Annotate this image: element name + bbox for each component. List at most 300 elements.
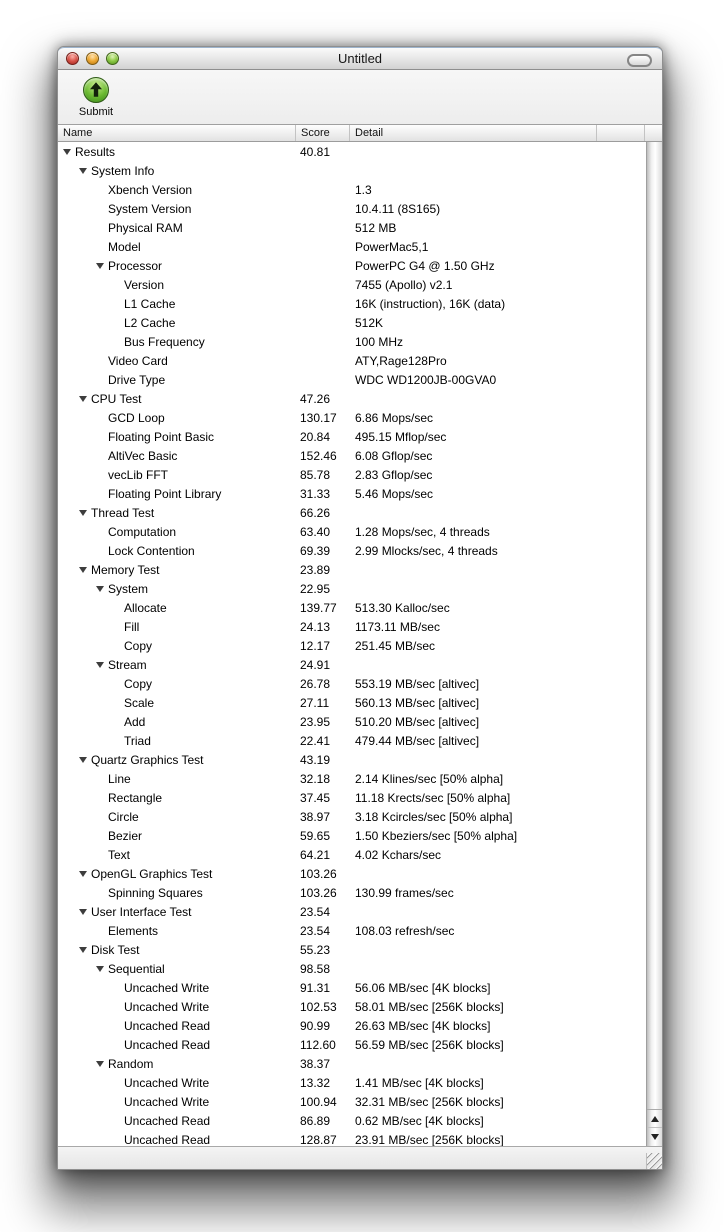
row-name-cell — [58, 181, 296, 200]
table-row[interactable] — [58, 960, 646, 979]
table-row[interactable] — [58, 143, 646, 162]
row-score: 40.81 — [300, 145, 331, 159]
row-detail: 1.50 Kbeziers/sec [50% alpha] — [355, 829, 518, 843]
row-name: Xbench Version — [108, 183, 193, 197]
table-row[interactable] — [58, 485, 646, 504]
disclosure-triangle-icon[interactable] — [96, 966, 104, 972]
table-row[interactable] — [58, 865, 646, 884]
row-score: 20.84 — [300, 430, 331, 444]
row-score: 103.26 — [300, 867, 337, 881]
disclosure-triangle-icon[interactable] — [79, 909, 87, 915]
table-row[interactable] — [58, 504, 646, 523]
row-detail: 479.44 MB/sec [altivec] — [355, 734, 480, 748]
row-detail: 510.20 MB/sec [altivec] — [355, 715, 480, 729]
column-header-blank[interactable] — [597, 125, 645, 141]
row-detail: 2.99 Mlocks/sec, 4 threads — [355, 544, 498, 558]
row-detail: 16K (instruction), 16K (data) — [355, 297, 506, 311]
row-name: Lock Contention — [108, 544, 195, 558]
row-detail — [350, 903, 646, 922]
row-detail: 4.02 Kchars/sec — [355, 848, 442, 862]
row-detail: PowerMac5,1 — [355, 240, 429, 254]
row-name: Physical RAM — [108, 221, 183, 235]
table-row[interactable] — [58, 466, 646, 485]
row-name-cell — [58, 599, 296, 618]
row-detail: 495.15 Mflop/sec — [355, 430, 447, 444]
row-detail: 56.06 MB/sec [4K blocks] — [355, 981, 491, 995]
table-row[interactable] — [58, 390, 646, 409]
row-name: Computation — [108, 525, 177, 539]
row-score: 59.65 — [300, 829, 331, 843]
row-name-cell — [58, 1112, 296, 1131]
table-row[interactable] — [58, 770, 646, 789]
disclosure-triangle-icon[interactable] — [79, 510, 87, 516]
row-name-cell — [58, 675, 296, 694]
table-body-wrap — [58, 142, 662, 1146]
table-row[interactable] — [58, 656, 646, 675]
row-name: Uncached Write — [124, 1095, 210, 1109]
table-body — [58, 143, 646, 1146]
row-name-cell — [58, 732, 296, 751]
row-name: Uncached Read — [124, 1133, 211, 1146]
table-row[interactable] — [58, 751, 646, 770]
row-score: 38.37 — [300, 1057, 331, 1071]
row-name-cell — [58, 637, 296, 656]
row-score — [296, 371, 350, 390]
row-score — [296, 162, 350, 181]
row-name-cell — [58, 884, 296, 903]
row-detail: 1.28 Mops/sec, 4 threads — [355, 525, 490, 539]
scroll-up-button[interactable] — [647, 1110, 662, 1127]
row-score — [296, 333, 350, 352]
row-score: 63.40 — [300, 525, 331, 539]
row-name: Video Card — [108, 354, 168, 368]
row-detail: 512 MB — [355, 221, 397, 235]
arrow-down-icon — [651, 1134, 659, 1140]
row-score: 152.46 — [300, 449, 337, 463]
row-detail: 2.14 Klines/sec [50% alpha] — [355, 772, 504, 786]
row-detail: 7455 (Apollo) v2.1 — [355, 278, 453, 292]
row-detail: 23.91 MB/sec [256K blocks] — [355, 1133, 504, 1146]
row-name: Uncached Read — [124, 1114, 211, 1128]
row-score: 23.54 — [300, 924, 331, 938]
scroll-down-button[interactable] — [647, 1127, 662, 1145]
row-score: 24.91 — [300, 658, 331, 672]
row-name-cell — [58, 998, 296, 1017]
row-name-cell — [58, 200, 296, 219]
row-score: 103.26 — [300, 886, 337, 900]
submit-button[interactable] — [70, 77, 122, 118]
row-name: Memory Test — [91, 563, 160, 577]
table-header — [58, 124, 662, 142]
row-name-cell — [58, 770, 296, 789]
disclosure-triangle-icon[interactable] — [79, 871, 87, 877]
row-name: Quartz Graphics Test — [91, 753, 204, 767]
row-detail: 1.3 — [355, 183, 372, 197]
row-score — [296, 314, 350, 333]
row-detail — [350, 1055, 646, 1074]
row-detail — [350, 561, 646, 580]
vertical-scrollbar[interactable] — [646, 142, 662, 1146]
row-detail: 1173.11 MB/sec — [355, 620, 440, 634]
table-row[interactable] — [58, 561, 646, 580]
row-name-cell — [58, 485, 296, 504]
row-name: Disk Test — [91, 943, 140, 957]
row-detail: 251.45 MB/sec — [355, 639, 436, 653]
row-detail — [350, 656, 646, 675]
table-row[interactable] — [58, 884, 646, 903]
table-row[interactable] — [58, 713, 646, 732]
table-row[interactable] — [58, 637, 646, 656]
row-detail: 11.18 Krects/sec [50% alpha] — [355, 791, 511, 805]
row-detail: ATY,Rage128Pro — [355, 354, 447, 368]
table-row[interactable] — [58, 789, 646, 808]
row-name: Fill — [124, 620, 140, 634]
row-score: 22.95 — [300, 582, 331, 596]
row-detail: 512K — [355, 316, 384, 330]
row-name: L2 Cache — [124, 316, 176, 330]
row-name-cell — [58, 713, 296, 732]
row-score — [296, 238, 350, 257]
row-name-cell — [58, 143, 296, 162]
row-name-cell — [58, 846, 296, 865]
row-name: Processor — [108, 259, 163, 273]
row-score: 91.31 — [300, 981, 331, 995]
table-row[interactable] — [58, 846, 646, 865]
row-name-cell — [58, 542, 296, 561]
table-row[interactable] — [58, 618, 646, 637]
row-name: System Version — [108, 202, 192, 216]
table-row[interactable] — [58, 903, 646, 922]
row-name-cell — [58, 352, 296, 371]
row-name: Uncached Write — [124, 1000, 210, 1014]
row-name: User Interface Test — [91, 905, 192, 919]
row-name-cell — [58, 808, 296, 827]
row-name: Scale — [124, 696, 155, 710]
row-score: 85.78 — [300, 468, 331, 482]
table-row[interactable] — [58, 523, 646, 542]
row-name: Floating Point Library — [108, 487, 222, 501]
row-detail: 1.41 MB/sec [4K blocks] — [355, 1076, 484, 1090]
row-name-cell — [58, 390, 296, 409]
row-detail: 130.99 frames/sec — [355, 886, 454, 900]
row-score: 112.60 — [300, 1038, 336, 1052]
row-name: Stream — [108, 658, 147, 672]
row-name-cell — [58, 561, 296, 580]
row-score: 130.17 — [300, 411, 337, 425]
row-name: Add — [124, 715, 146, 729]
row-score: 66.26 — [300, 506, 331, 520]
disclosure-triangle-icon[interactable] — [79, 947, 87, 953]
table-row[interactable] — [58, 580, 646, 599]
row-detail: 100 MHz — [355, 335, 404, 349]
row-detail — [350, 960, 646, 979]
row-name-cell — [58, 238, 296, 257]
row-detail: 560.13 MB/sec [altivec] — [355, 696, 480, 710]
toolbar-toggle-button[interactable] — [627, 54, 652, 67]
row-score — [296, 352, 350, 371]
row-detail — [350, 941, 646, 960]
table-row[interactable] — [58, 181, 646, 200]
row-score: 64.21 — [300, 848, 331, 862]
table-row[interactable] — [58, 922, 646, 941]
column-header-detail[interactable]: Detail — [350, 125, 597, 141]
row-name: Triad — [124, 734, 151, 748]
row-name: Uncached Write — [124, 981, 210, 995]
row-detail: 108.03 refresh/sec — [355, 924, 455, 938]
table-row[interactable] — [58, 238, 646, 257]
table-row[interactable] — [58, 428, 646, 447]
row-score: 55.23 — [300, 943, 331, 957]
row-score — [296, 276, 350, 295]
row-score: 100.94 — [300, 1095, 337, 1109]
row-detail: WDC WD1200JB-00GVA0 — [355, 373, 497, 387]
window-bottom-bar — [58, 1146, 662, 1169]
row-detail: 56.59 MB/sec [256K blocks] — [355, 1038, 504, 1052]
row-detail — [350, 162, 646, 181]
table-row[interactable] — [58, 314, 646, 333]
disclosure-triangle-icon[interactable] — [79, 396, 87, 402]
table-row[interactable] — [58, 1017, 646, 1036]
row-name-cell — [58, 409, 296, 428]
row-name: Text — [108, 848, 131, 862]
row-score — [296, 257, 350, 276]
disclosure-triangle-icon[interactable] — [79, 567, 87, 573]
row-name: GCD Loop — [108, 411, 165, 425]
row-score: 13.32 — [300, 1076, 331, 1090]
table-row[interactable] — [58, 998, 646, 1017]
table-row[interactable] — [58, 162, 646, 181]
table-row[interactable] — [58, 219, 646, 238]
table-row[interactable] — [58, 1112, 646, 1131]
row-name-cell — [58, 1131, 296, 1146]
row-name-cell — [58, 428, 296, 447]
row-score: 102.53 — [300, 1000, 337, 1014]
row-name: Floating Point Basic — [108, 430, 215, 444]
row-name-cell — [58, 447, 296, 466]
table-row[interactable] — [58, 276, 646, 295]
row-name: Uncached Write — [124, 1076, 210, 1090]
table-row[interactable] — [58, 827, 646, 846]
row-detail: 6.86 Mops/sec — [355, 411, 434, 425]
row-name: Bezier — [108, 829, 143, 843]
table-row[interactable] — [58, 808, 646, 827]
table-row[interactable] — [58, 1036, 646, 1055]
row-name: System Info — [91, 164, 155, 178]
row-name: Line — [108, 772, 131, 786]
row-name-cell — [58, 162, 296, 181]
disclosure-triangle-icon[interactable] — [96, 263, 104, 269]
row-name: Thread Test — [91, 506, 155, 520]
row-score: 90.99 — [300, 1019, 331, 1033]
table-row[interactable] — [58, 295, 646, 314]
arrow-up-icon — [651, 1116, 659, 1122]
row-name-cell — [58, 960, 296, 979]
row-name: Uncached Read — [124, 1019, 211, 1033]
row-score: 86.89 — [300, 1114, 331, 1128]
row-score: 23.95 — [300, 715, 331, 729]
row-detail — [350, 865, 646, 884]
table-row[interactable] — [58, 200, 646, 219]
scrollbar-buttons — [647, 1109, 662, 1146]
window-title: Untitled — [337, 51, 383, 66]
table-row[interactable] — [58, 1093, 646, 1112]
row-detail: 513.30 Kalloc/sec — [355, 601, 450, 615]
row-score — [296, 181, 350, 200]
table-row[interactable] — [58, 371, 646, 390]
row-score: 47.26 — [300, 392, 331, 406]
disclosure-triangle-icon[interactable] — [96, 1061, 104, 1067]
row-detail: 0.62 MB/sec [4K blocks] — [355, 1114, 484, 1128]
row-name-cell — [58, 276, 296, 295]
row-name-cell — [58, 1093, 296, 1112]
row-detail — [350, 390, 646, 409]
row-score: 37.45 — [300, 791, 331, 805]
row-score — [296, 200, 350, 219]
table-row[interactable] — [58, 447, 646, 466]
row-score: 23.89 — [300, 563, 331, 577]
row-detail: 10.4.11 (8S165) — [355, 202, 441, 216]
row-name: Copy — [124, 639, 153, 653]
row-name-cell — [58, 466, 296, 485]
table-row[interactable] — [58, 409, 646, 428]
row-name-cell — [58, 523, 296, 542]
row-name: Copy — [124, 677, 153, 691]
row-name-cell — [58, 827, 296, 846]
row-detail — [350, 751, 646, 770]
table-row[interactable] — [58, 257, 646, 276]
table-row[interactable] — [58, 352, 646, 371]
row-name: Bus Frequency — [124, 335, 205, 349]
row-score: 98.58 — [300, 962, 331, 976]
row-score: 26.78 — [300, 677, 331, 691]
row-name: Random — [108, 1057, 154, 1071]
row-name-cell — [58, 295, 296, 314]
row-name: Spinning Squares — [108, 886, 203, 900]
row-score: 69.39 — [300, 544, 331, 558]
row-name: Rectangle — [108, 791, 163, 805]
table-row[interactable] — [58, 1074, 646, 1093]
toolbar — [58, 70, 662, 124]
row-name-cell — [58, 371, 296, 390]
row-score — [296, 295, 350, 314]
table-row[interactable] — [58, 542, 646, 561]
row-detail: 5.46 Mops/sec — [355, 487, 434, 501]
row-name-cell — [58, 789, 296, 808]
row-score: 38.97 — [300, 810, 331, 824]
row-name: Uncached Read — [124, 1038, 211, 1052]
row-score: 128.87 — [300, 1133, 337, 1146]
table-row[interactable] — [58, 941, 646, 960]
submit-arrow-up-icon — [83, 77, 109, 103]
row-name-cell — [58, 618, 296, 637]
resize-grip[interactable] — [646, 1153, 662, 1169]
row-score — [296, 219, 350, 238]
row-name-cell — [58, 1017, 296, 1036]
row-detail — [350, 143, 646, 162]
column-header-name[interactable]: Name — [58, 125, 296, 141]
table-row[interactable] — [58, 694, 646, 713]
row-score: 32.18 — [300, 772, 331, 786]
row-name-cell — [58, 941, 296, 960]
row-name-cell — [58, 656, 296, 675]
row-score: 12.17 — [300, 639, 331, 653]
disclosure-triangle-icon[interactable] — [96, 586, 104, 592]
row-name: L1 Cache — [124, 297, 176, 311]
row-name-cell — [58, 504, 296, 523]
row-name-cell — [58, 257, 296, 276]
row-detail — [350, 580, 646, 599]
table-row[interactable] — [58, 599, 646, 618]
row-name: Elements — [108, 924, 159, 938]
row-name: Version — [124, 278, 165, 292]
table-row[interactable] — [58, 732, 646, 751]
row-name: Sequential — [108, 962, 165, 976]
row-name-cell — [58, 751, 296, 770]
row-score: 24.13 — [300, 620, 331, 634]
disclosure-triangle-icon[interactable] — [79, 168, 87, 174]
table-row[interactable] — [58, 675, 646, 694]
disclosure-triangle-icon[interactable] — [96, 662, 104, 668]
row-name: AltiVec Basic — [108, 449, 178, 463]
row-detail: 58.01 MB/sec [256K blocks] — [355, 1000, 504, 1014]
row-name-cell — [58, 219, 296, 238]
row-name-cell — [58, 314, 296, 333]
row-score: 27.11 — [300, 696, 330, 710]
row-detail: 26.63 MB/sec [4K blocks] — [355, 1019, 491, 1033]
table-row[interactable] — [58, 979, 646, 998]
row-name-cell — [58, 903, 296, 922]
row-name: CPU Test — [91, 392, 142, 406]
table-row[interactable] — [58, 1055, 646, 1074]
row-name: System — [108, 582, 149, 596]
row-name: Model — [108, 240, 141, 254]
table-row[interactable] — [58, 333, 646, 352]
xbench-results-window — [57, 46, 663, 1170]
row-name: Circle — [108, 810, 139, 824]
row-detail: 6.08 Gflop/sec — [355, 449, 433, 463]
row-name-cell — [58, 1036, 296, 1055]
row-score: 23.54 — [300, 905, 331, 919]
row-name-cell — [58, 1074, 296, 1093]
row-name-cell — [58, 580, 296, 599]
row-name: Allocate — [124, 601, 167, 615]
row-score: 31.33 — [300, 487, 331, 501]
row-name-cell — [58, 865, 296, 884]
row-score: 22.41 — [300, 734, 331, 748]
row-detail: 553.19 MB/sec [altivec] — [355, 677, 480, 691]
row-detail: 32.31 MB/sec [256K blocks] — [355, 1095, 504, 1109]
row-name: vecLib FFT — [108, 468, 169, 482]
scrollbar-header-cap — [645, 125, 662, 141]
row-detail: PowerPC G4 @ 1.50 GHz — [355, 259, 495, 273]
row-name-cell — [58, 922, 296, 941]
row-score: 43.19 — [300, 753, 331, 767]
table-row[interactable] — [58, 1131, 646, 1146]
row-detail — [350, 504, 646, 523]
row-name: OpenGL Graphics Test — [91, 867, 213, 881]
disclosure-triangle-icon[interactable] — [63, 149, 71, 155]
row-name-cell — [58, 1055, 296, 1074]
row-detail: 3.18 Kcircles/sec [50% alpha] — [355, 810, 513, 824]
column-header-score[interactable]: Score — [296, 125, 350, 141]
row-name: Results — [75, 145, 116, 159]
disclosure-triangle-icon[interactable] — [79, 757, 87, 763]
row-name-cell — [58, 979, 296, 998]
row-detail: 2.83 Gflop/sec — [355, 468, 433, 482]
row-name-cell — [58, 694, 296, 713]
title-bar[interactable] — [58, 47, 662, 70]
row-name-cell — [58, 333, 296, 352]
